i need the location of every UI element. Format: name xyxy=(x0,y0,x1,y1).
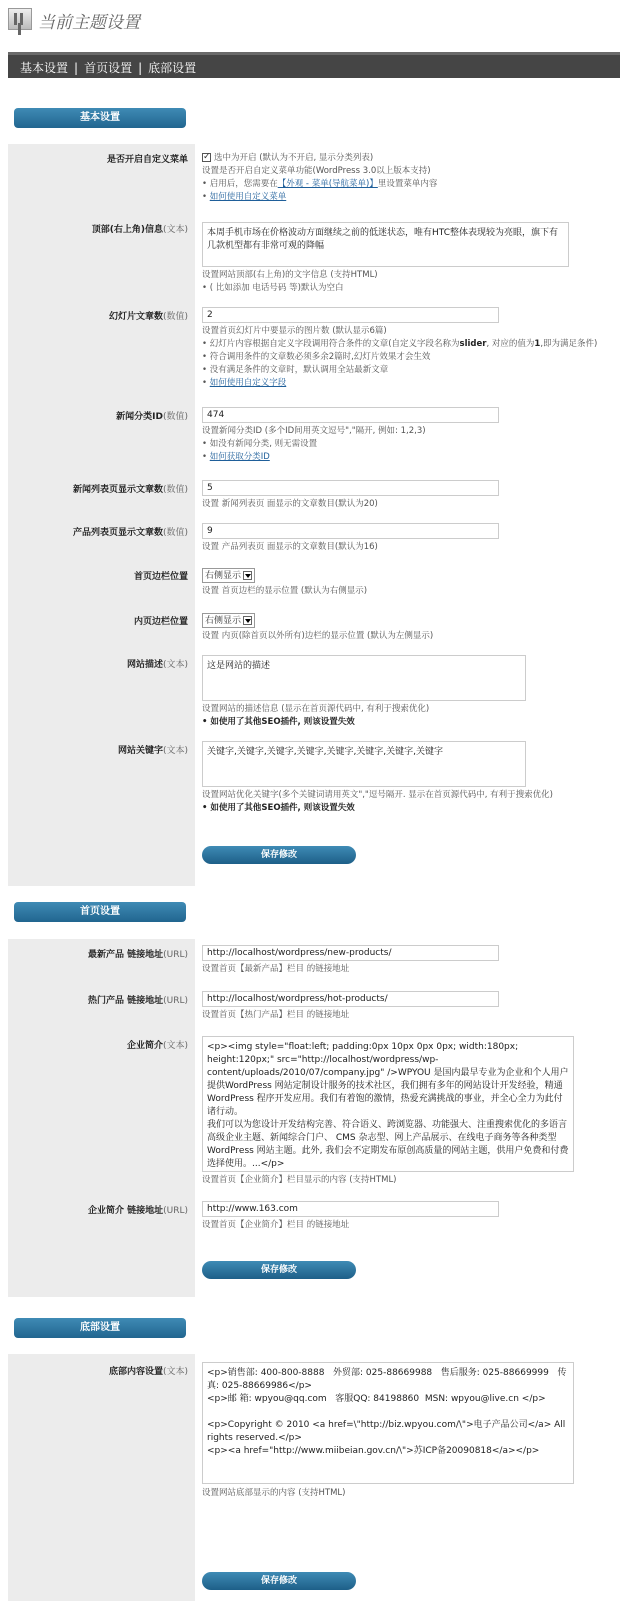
slides-note-3: • 没有满足条件的文章时，默认调用全站最新文章 xyxy=(202,365,389,375)
chevron-down-icon xyxy=(243,616,252,625)
prodlist-input[interactable]: 9 xyxy=(202,523,499,539)
footer-content-label: 底部内容设置 xyxy=(108,1367,163,1377)
homeside-label: 首页边栏位置 xyxy=(133,572,188,582)
newprod-url-input[interactable]: http://localhost/wordpress/new-products/ xyxy=(202,945,499,961)
intro-hint: (文本) xyxy=(162,1041,188,1051)
save-button[interactable]: 保存修改 xyxy=(202,1572,356,1590)
slides-note-2: • 符合调用条件的文章数必须多余2篇时,幻灯片效果才会生效 xyxy=(202,352,431,362)
newprod-label: 最新产品 链接地址 xyxy=(87,950,164,960)
slides-note-1: • 幻灯片内容根据自定义字段调用符合条件的文章(自定义字段名称为slider, 对应的值为1,即为满足条件) xyxy=(202,339,598,349)
keywords-hint: (文本) xyxy=(162,746,188,756)
sitedesc-textarea[interactable]: 这是网站的描述 xyxy=(202,655,526,701)
newslist-label: 新闻列表页显示文章数 xyxy=(72,485,163,495)
slides-input[interactable]: 2 xyxy=(202,307,499,323)
keywords-desc: 设置网站优化关键字(多个关键词请用英文","逗号隔开. 显示在首页源代码中, 有利于搜索优化) xyxy=(202,790,553,800)
newprod-hint: (URL) xyxy=(163,950,188,960)
topinfo-desc: 设置网站顶部(右上角)的文字信息 (支持HTML) xyxy=(202,270,378,280)
hotprod-url-input[interactable]: http://localhost/wordpress/hot-products/ xyxy=(202,991,499,1007)
homeside-desc: 设置 首页边栏的显示位置 (默认为右侧显示) xyxy=(202,586,368,596)
topinfo-hint: (文本) xyxy=(162,225,188,235)
section-heading-footer: 底部设置 xyxy=(14,1318,186,1338)
menu-label: 是否开启自定义菜单 xyxy=(106,155,188,165)
newsid-help-link[interactable]: 如何获取分类ID xyxy=(209,452,270,462)
slides-desc: 设置首页幻灯片中要显示的图片数 (默认显示6篇) xyxy=(202,326,387,336)
innerside-select[interactable]: 右侧显示 xyxy=(202,613,255,628)
newslist-desc: 设置 新闻列表页 面显示的文章数目(默认为20) xyxy=(202,499,378,509)
footer-content-desc: 设置网站底部显示的内容 (支持HTML) xyxy=(202,1488,346,1498)
prodlist-desc: 设置 产品列表页 面显示的文章数目(默认为16) xyxy=(202,542,378,552)
newsid-desc: 设置新闻分类ID (多个ID间用英文逗号","隔开, 例如: 1,2,3) xyxy=(202,426,426,436)
innerside-desc: 设置 内页(除首页以外所有)边栏的显示位置 (默认为左侧显示) xyxy=(202,631,434,641)
page-title: 当前主题设置 xyxy=(38,13,140,33)
intro-textarea[interactable]: <p><img style="float:left; padding:0px 10px 0px 0px; width:180px; height:120px;" src="http://localhost/wordpress/wp-content/uploads/2010/07/company.jpg" />WPYOU 是国内最早专业为企业和个人用户提供WordPress 网站定制设计服务的技术社区，我们拥有多年的网站设计开发经验，精通WordPress 程序开发应用。我们有着饱的激情，热爱充满挑战的事业，并全心全力为此付诸行动。 我们可以为您设计开发结构完善、符合语义、跨浏览器、功能强大、注重搜索优化的多语言高级企业主题、新闻综合门户、 CMS 杂志型、网上产品展示、在线电子商务等各种类型 WordPress 网站主题。此外, 我们会不定期发布原创高质量的网站主题，供用户免费和付费选择使用。...</p> xyxy=(202,1036,574,1172)
menu-desc: 设置是否开启自定义菜单功能(WordPress 3.0以上版本支持) xyxy=(202,166,431,176)
newsid-input[interactable]: 474 xyxy=(202,407,499,423)
newsid-hint: (数值) xyxy=(162,412,188,422)
keywords-note: • 如使用了其他SEO插件, 则该设置失效 xyxy=(202,803,355,813)
chevron-down-icon xyxy=(243,571,252,580)
footer-content-hint: (文本) xyxy=(162,1367,188,1377)
keywords-label: 网站关键字 xyxy=(117,746,163,756)
newslist-hint: (数值) xyxy=(162,485,188,495)
topinfo-textarea[interactable]: 本周手机市场在价格波动方面继续之前的低迷状态，唯有HTC整体表现较为亮眼，旗下有几款机型都有非常可观的降幅 xyxy=(202,222,569,267)
settings-icon xyxy=(8,8,32,30)
introlink-url-input[interactable]: http://www.163.com xyxy=(202,1201,499,1217)
intro-label: 企业简介 xyxy=(126,1041,163,1051)
prodlist-label: 产品列表页显示文章数 xyxy=(72,528,163,538)
hotprod-hint: (URL) xyxy=(163,996,188,1006)
section-heading-basic: 基本设置 xyxy=(14,108,186,128)
nav-separator: | xyxy=(138,61,143,75)
intro-desc: 设置首页【企业简介】栏目显示的内容 (支持HTML) xyxy=(202,1175,397,1185)
footer-settings-panel xyxy=(8,1354,606,1601)
newsid-label: 新闻分类ID xyxy=(116,412,163,422)
slides-help-link[interactable]: 如何使用自定义字段 xyxy=(209,378,287,388)
nav-tab-home[interactable]: 首页设置 xyxy=(84,61,133,75)
newsid-note: • 如没有新闻分类, 则无需设置 xyxy=(202,439,318,449)
footer-content-textarea[interactable]: <p>销售部: 400-800-8888 外贸部: 025-88669988 售后服务: 025-88669999 传 真: 025-88669986</p> <p>邮 箱: wpyou@qq.com 客服QQ: 84198860 MSN: wpyou@live.cn </p> <p>Copyright © 2010 <a href=\"http://biz.wpyou.com/\">电子产品公司</a> All rights reserved.</p> <p><a href="http://www.miibeian.gov.cn/\">苏ICP备20090818</a></p> xyxy=(202,1362,574,1484)
sitedesc-hint: (文本) xyxy=(162,660,188,670)
nav-separator: | xyxy=(74,61,79,75)
topinfo-label: 顶部(右上角)信息 xyxy=(91,225,163,235)
sitedesc-desc: 设置网站的描述信息 (显示在首页源代码中, 有利于搜索优化) xyxy=(202,704,430,714)
innerside-label: 内页边栏位置 xyxy=(133,617,188,627)
menu-checkbox-label: 选中为开启 (默认为不开启, 显示分类列表) xyxy=(214,153,374,163)
sitedesc-label: 网站描述 xyxy=(126,660,163,670)
introlink-label: 企业简介 链接地址 xyxy=(87,1206,164,1216)
menu-checkbox[interactable] xyxy=(202,153,211,162)
page-header xyxy=(8,6,608,34)
sitedesc-note: • 如使用了其他SEO插件, 则该设置失效 xyxy=(202,717,355,727)
slides-hint: (数值) xyxy=(162,312,188,322)
slides-label: 幻灯片文章数 xyxy=(108,312,163,322)
menu-note: • 启用后，您需要在 xyxy=(202,179,278,189)
newprod-desc: 设置首页【最新产品】栏目 的链接地址 xyxy=(202,964,350,974)
save-button[interactable]: 保存修改 xyxy=(202,1261,356,1279)
section-heading-home: 首页设置 xyxy=(14,902,186,922)
basic-settings-panel: 是否开启自定义菜单 ✓ 选中为开启 (默认为不开启, 显示分类列表) 设置是否开启自定义菜单功能(WordPress 3.0以上版本支持) • 启用后，您需要在【外观 - 菜单(导航菜单)】里设置菜单内容 • 如何使用自定义菜单 顶部(右上角)信息(文本) 本周手机市场在价格波动方面继续之前的低迷状态，唯有HTC整体表现较为亮眼，旗下有几款机型都有非常可观的降幅 设置网站顶部(右上角)的文字信息 (支持HTML) • ( 比如添加 电话号码 等)默认为空白 幻灯片文章数(数值) 2 设置首页幻灯片中要显示的图片数 (默认显示6篇) • 幻灯片内容根据自定义字段调用符合条件的文章(自定义字段名称为slider, 对应的值为1,即为满足条件) • 符合调用条件的文章数必须多余2篇时,幻灯片效果才会生效 • 没有满足条件的文章时，默认调用全站最新文章 • 如何使用自定义字段 新闻分类ID(数值) 474 设置新闻分类ID (多个ID间用英文逗号","隔开, 例如: 1,2,3) • 如没有新闻分类, 则无需设置 • 如何获取分类ID 新闻列表页显示文章数(数值) 5 设置 新闻列表页 面显示的文章数目(默认为20) 产品列表页显示文章数(数值) 9 设置 产品列表页 面显示的文章数目(默认为16) 首页边栏位置 右侧显示 设置 首页边栏的显示位置 (默认为右侧显示) 内页边栏位置 右侧显示 设置 内页(除首页以外所有)边栏的显示位置 (默认为左侧显示) 网站描述(文本) 这是网站的描述 设置网站的描述信息 (显示在首页源代码中, 有利于搜索优化) • 如使用了其他SEO插件, 则该设置失效 网站关键字(文本) 关键字,关键字,关键字,关键字,关键字,关键字,关键字,关键字 设置网站优化关键字(多个关键词请用英文","逗号隔开. 显示在首页源代码中, 有利于搜索优化) • 如使用了其他SEO插件, 则该设置失效 保存修改 xyxy=(8,144,606,886)
newslist-input[interactable]: 5 xyxy=(202,480,499,496)
save-button[interactable]: 保存修改 xyxy=(202,846,356,864)
section-nav xyxy=(8,52,620,78)
hotprod-desc: 设置首页【热门产品】栏目 的链接地址 xyxy=(202,1010,350,1020)
introlink-hint: (URL) xyxy=(163,1206,188,1216)
prodlist-hint: (数值) xyxy=(162,528,188,538)
nav-tab-basic[interactable]: 基本设置 xyxy=(20,61,69,75)
introlink-desc: 设置首页【企业简介】栏目 的链接地址 xyxy=(202,1220,350,1230)
topinfo-note: • ( 比如添加 电话号码 等)默认为空白 xyxy=(202,283,344,293)
hotprod-label: 热门产品 链接地址 xyxy=(87,996,164,1006)
menu-appearance-link[interactable]: 【外观 - 菜单(导航菜单)】 xyxy=(277,179,378,189)
menu-note-end: 里设置菜单内容 xyxy=(377,179,438,189)
homeside-select[interactable]: 右侧显示 xyxy=(202,568,255,583)
keywords-textarea[interactable]: 关键字,关键字,关键字,关键字,关键字,关键字,关键字,关键字 xyxy=(202,741,526,787)
menu-help-link[interactable]: 如何使用自定义菜单 xyxy=(209,192,287,202)
nav-tab-footer[interactable]: 底部设置 xyxy=(148,61,197,75)
home-settings-panel xyxy=(8,939,606,1297)
